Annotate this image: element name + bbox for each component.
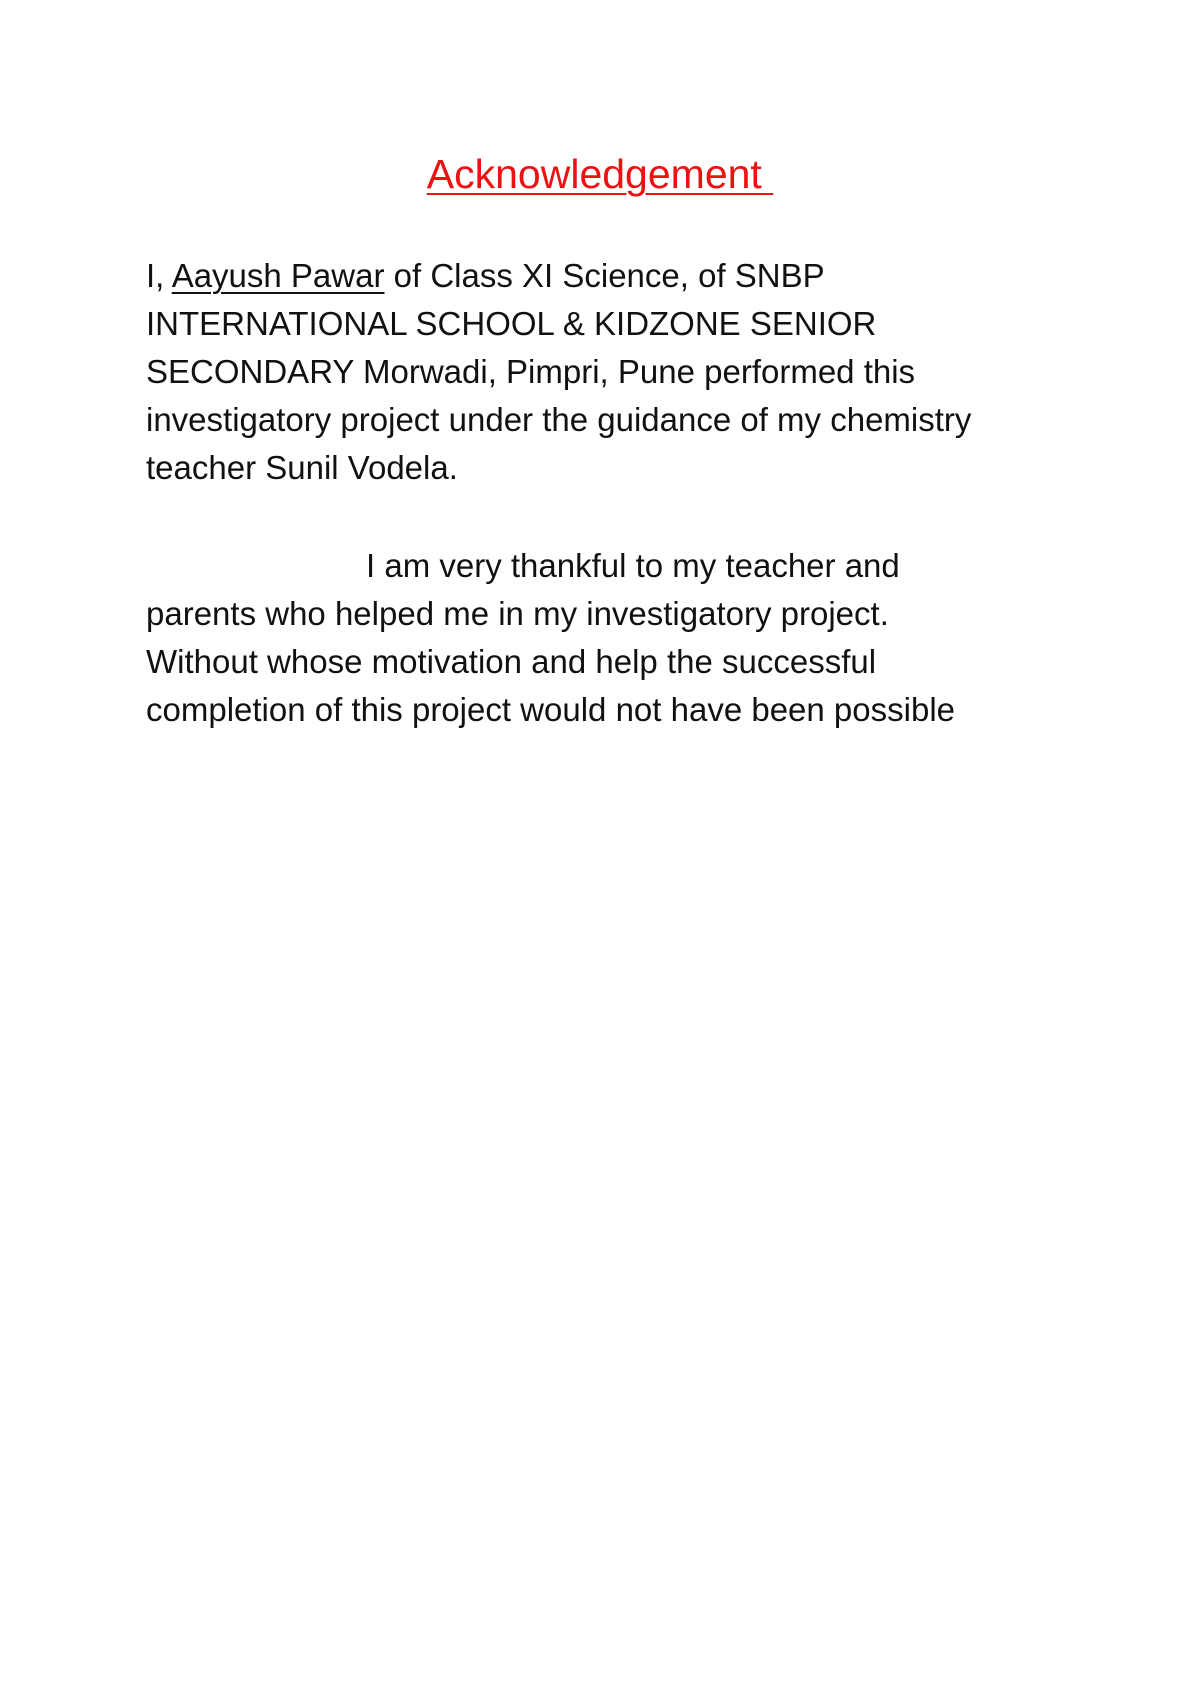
paragraph-line: parents who helped me in my investigatory project. bbox=[146, 595, 889, 632]
paragraph-line bbox=[146, 252, 1076, 300]
line-text: I am very thankful to my teacher and bbox=[366, 547, 900, 584]
paragraph-line: Without whose motivation and help the successful bbox=[146, 643, 877, 680]
page-title: Acknowledgement bbox=[426, 151, 774, 197]
line-prefix: I, bbox=[146, 257, 172, 294]
intro-paragraph bbox=[146, 252, 1076, 492]
paragraph-line: completion of this project would not have been possible bbox=[146, 691, 955, 728]
thanks-paragraph bbox=[146, 542, 1076, 734]
paragraph-line: SECONDARY Morwadi, Pimpri, Pune performed this bbox=[146, 353, 916, 390]
student-name: Aayush Pawar bbox=[171, 257, 385, 294]
paragraph-line: teacher Sunil Vodela. bbox=[146, 449, 458, 486]
paragraph-line: INTERNATIONAL SCHOOL & KIDZONE SENIOR bbox=[146, 305, 877, 342]
line-text: of Class XI Science, of SNBP bbox=[384, 257, 825, 294]
paragraph-line bbox=[146, 542, 1076, 590]
paragraph-line: investigatory project under the guidance of my chemistry bbox=[146, 401, 972, 438]
